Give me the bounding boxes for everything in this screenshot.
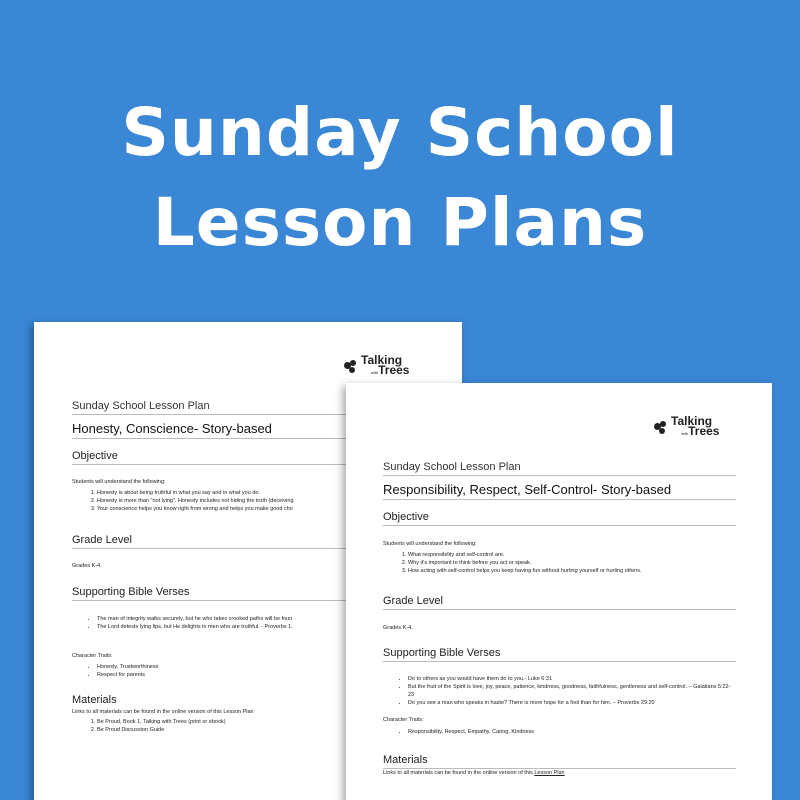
hero-title-line1: Sunday School bbox=[121, 94, 679, 171]
grade-level-heading: Grade Level bbox=[72, 534, 462, 549]
leaves-icon bbox=[654, 421, 670, 435]
hero-title bbox=[0, 88, 800, 268]
list-item: 2. Be Proud Discussion Guide bbox=[97, 726, 462, 734]
hero-title-line2: Lesson Plans bbox=[152, 184, 648, 261]
list-item: • Honesty, Trustworthiness bbox=[97, 663, 462, 671]
list-item: 2. Why it's important to think before you act or speak. bbox=[408, 559, 736, 567]
logo-text-line2: Trees bbox=[688, 424, 720, 438]
list-item: • Do to others as you would have them do to you.- Luke 6:31 bbox=[408, 675, 736, 683]
materials-intro: Links to all materials can be found in the online version of this Lesson Plan bbox=[72, 709, 254, 715]
objective-heading: Objective bbox=[72, 450, 462, 465]
logo-text-line1: Talking bbox=[671, 414, 713, 428]
list-item: 1. Be Proud, Book 1, Talking with Trees (print or ebook) bbox=[97, 718, 462, 726]
list-item: 2. Honesty is more than "not lying". Honesty includes not hiding the truth (deceiving bbox=[97, 497, 462, 505]
logo-text-with: with bbox=[681, 431, 689, 436]
list-item: 1. What responsibility and self-control are. bbox=[408, 551, 736, 559]
logo-text-with: with bbox=[371, 370, 379, 375]
doc-title: Sunday School Lesson Plan bbox=[383, 461, 736, 476]
materials-heading: Materials bbox=[72, 694, 117, 706]
objective-list bbox=[383, 551, 736, 575]
grade-level-text: Grades K-4. bbox=[383, 625, 413, 631]
list-item: 3. How acting with self-control helps you keep having fun without hurting yourself or hurting others. bbox=[408, 567, 736, 575]
list-item: • Respect for parents bbox=[97, 671, 462, 679]
logo-text-line2: Trees bbox=[378, 363, 410, 377]
lesson-plan-sheet-responsibility bbox=[346, 383, 772, 800]
objective-intro: Students will understand the following: bbox=[72, 479, 166, 485]
list-item: 1. Honesty is about being truthful in what you say and in what you do. bbox=[97, 489, 462, 497]
objective-heading: Objective bbox=[383, 511, 736, 526]
objective-intro: Students will understand the following: bbox=[383, 541, 477, 547]
bible-verses-heading: Supporting Bible Verses bbox=[383, 647, 736, 662]
talking-with-trees-logo bbox=[344, 355, 409, 378]
list-item: 3. Your conscience helps you know right from wrong and helps you make good cho bbox=[97, 505, 462, 513]
logo-text-line1: Talking bbox=[361, 353, 403, 367]
doc-title: Sunday School Lesson Plan bbox=[72, 400, 462, 415]
grade-level-text: Grades K-4. bbox=[72, 563, 102, 569]
materials-heading: Materials bbox=[383, 754, 736, 769]
character-traits-list bbox=[383, 728, 736, 736]
bible-verses-heading: Supporting Bible Verses bbox=[72, 586, 462, 601]
doc-subtitle: Honesty, Conscience- Story-based bbox=[72, 421, 462, 439]
list-item: • The man of integrity walks securely, but he who takes crooked paths will be foun bbox=[97, 615, 462, 623]
character-traits-label: Character Traits: bbox=[383, 717, 424, 723]
talking-with-trees-logo bbox=[654, 416, 719, 439]
lesson-plan-link[interactable]: Lesson Plan bbox=[534, 770, 565, 776]
leaves-icon bbox=[344, 360, 360, 374]
grade-level-heading: Grade Level bbox=[383, 595, 736, 610]
doc-subtitle: Responsibility, Respect, Self-Control- Story-based bbox=[383, 482, 736, 500]
materials-intro: Links to all materials can be found in the online version of this bbox=[383, 770, 533, 776]
list-item: • The Lord detests lying lips, but He delights in men who are truthful. - Proverbs 1: bbox=[97, 623, 462, 631]
list-item: • But the fruit of the Spirit is love, joy, peace, patience, kindness, goodness, faithfulness, gentleness and self-control. – Galatians 5:22-23 bbox=[408, 683, 736, 699]
list-item: • Do you see a man who speaks in haste? There is more hope for a fool than for him. – Proverbs 29:20 bbox=[408, 699, 736, 707]
character-traits-label: Character Traits: bbox=[72, 653, 113, 659]
list-item: • Responsibility, Respect, Empathy, Caring, Kindness bbox=[408, 728, 736, 736]
bible-verses-list bbox=[383, 675, 736, 707]
